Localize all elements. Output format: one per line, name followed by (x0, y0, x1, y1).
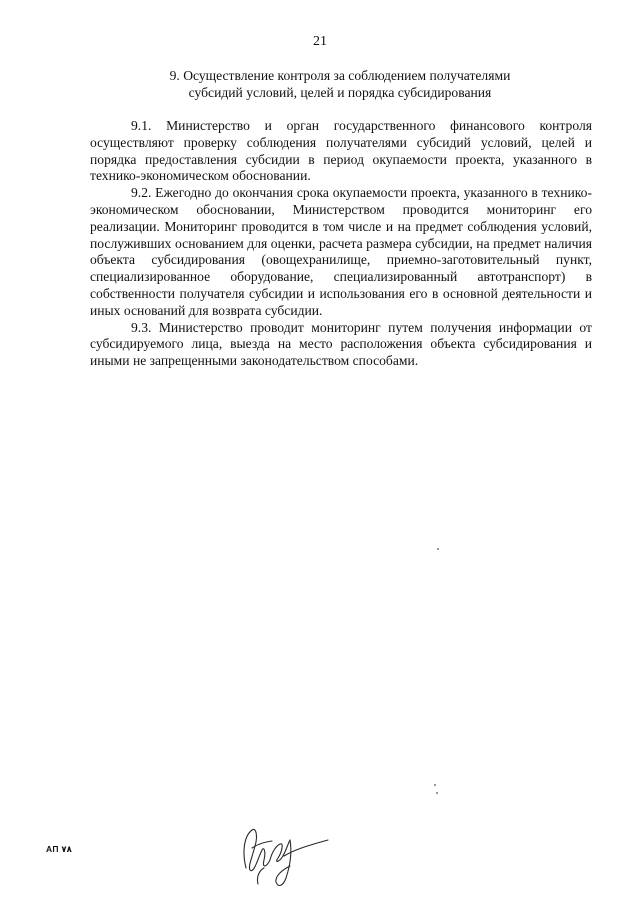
section-heading-line-1: 9. Осуществление контроля за соблюдением получателями (169, 68, 511, 83)
stamp-code: АП ٧٨ (46, 844, 72, 854)
page-number: 21 (313, 34, 327, 49)
paragraph-9-1: 9.1. Министерство и орган государственного финансового контроля осуществляют проверку соблюдения получателями субсидий условий, целей и порядка предоставления субсидии в период окупаемости проекта, указанного в технико-экономическом обосновании. (90, 118, 592, 184)
scan-speck (436, 792, 438, 794)
scan-speck (434, 784, 436, 786)
signature-image (228, 822, 338, 894)
section-heading (80, 68, 600, 101)
paragraph-9-2: 9.2. Ежегодно до окончания срока окупаемости проекта, указанного в технико-экономическом обосновании, Министерством проводится мониторинг его реализации. Мониторинг проводится в том числе и на предмет соблюдения условий, послуживших основанием для оценки, расчета размера субсидии, на предмет наличия объекта субсидирования (овощехранилище, приемно-заготовительный пункт, специализированное оборудование, специализированный автотранспорт) в собственности получателя субсидии и использования его в основной деятельности и иных оснований для возврата субсидии. (90, 185, 592, 318)
section-body (90, 118, 592, 370)
paragraph-9-3: 9.3. Министерство проводит мониторинг путем получения информации от субсидируемого лица, выезда на место расположения объекта субсидирования и иными не запрещенными законодательством способами. (90, 319, 592, 369)
scan-speck (437, 548, 439, 550)
section-heading-line-2: субсидий условий, целей и порядка субсидирования (188, 84, 492, 100)
